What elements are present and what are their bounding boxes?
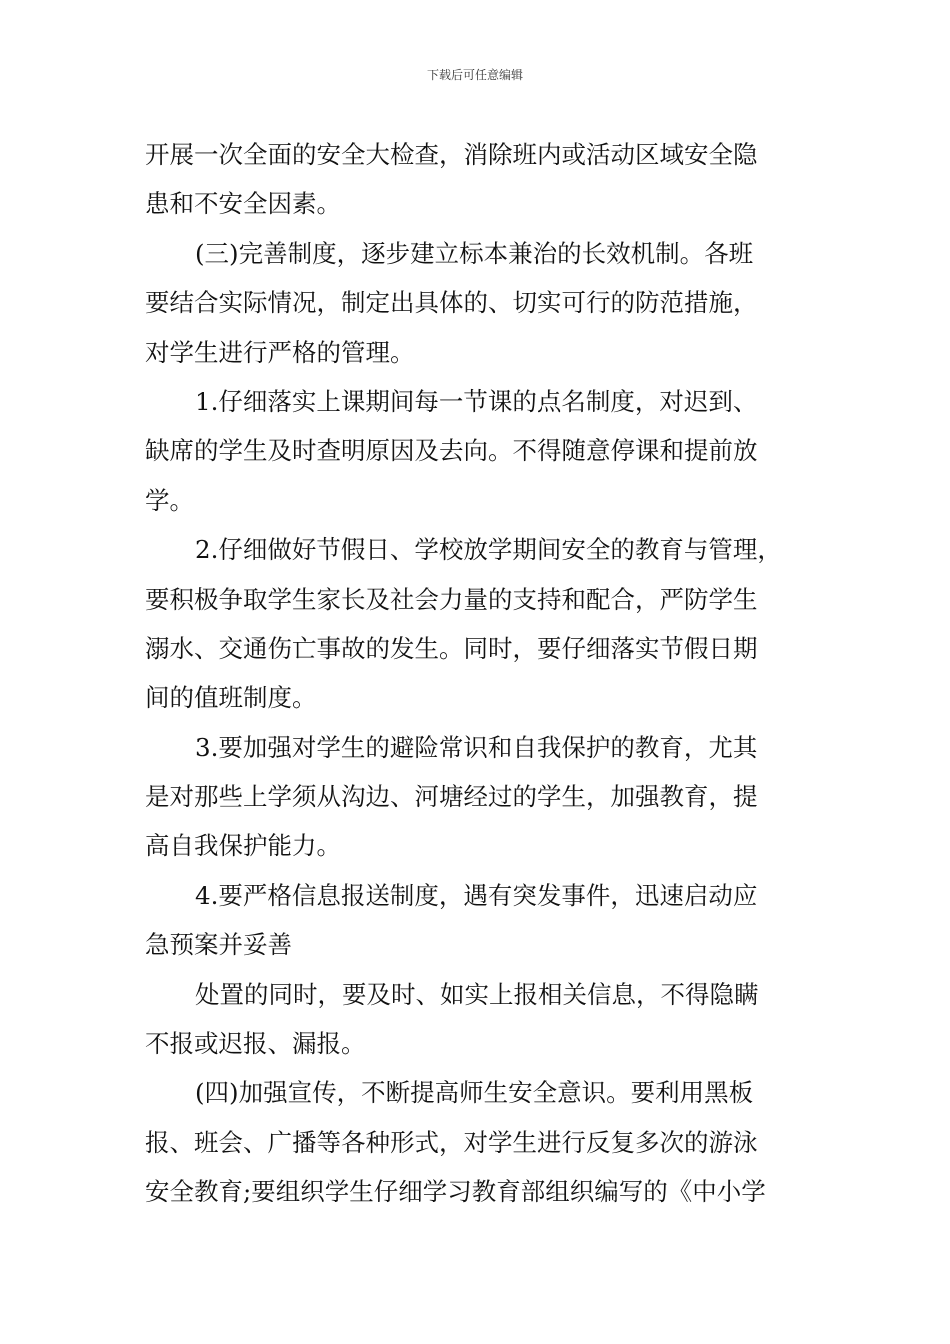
- text-line: 4.要严格信息报送制度，遇有突发事件，迅速启动应: [195, 880, 758, 910]
- document-body: [145, 130, 815, 1217]
- text-line: 要积极争取学生家长及社会力量的支持和配合，严防学生: [145, 584, 758, 614]
- text-line: 报、班会、广播等各种形式，对学生进行反复多次的游泳: [145, 1127, 758, 1157]
- text-line: (三)完善制度，逐步建立标本兼治的长效机制。各班: [195, 238, 754, 268]
- text-line: 不报或迟报、漏报。: [145, 1029, 366, 1059]
- text-line: 缺席的学生及时查明原因及去向。不得随意停课和提前放: [145, 436, 758, 466]
- text-line: 开展一次全面的安全大检查，消除班内或活动区域安全隐: [145, 140, 758, 169]
- text-line: 2.仔细做好节假日、学校放学期间安全的教育与管理，: [195, 535, 782, 565]
- text-line: 间的值班制度。: [145, 683, 317, 713]
- text-line: 安全教育;要组织学生仔细学习教育部组织编写的《中小学: [145, 1177, 766, 1207]
- text-line: 要结合实际情况，制定出具体的、切实可行的防范措施，: [145, 288, 758, 318]
- text-line: 对学生进行严格的管理。: [145, 337, 415, 367]
- text-line: 患和不安全因素。: [145, 189, 341, 219]
- text-line: 1.仔细落实上课期间每一节课的点名制度，对迟到、: [195, 386, 758, 416]
- text-line: 学。: [145, 485, 194, 515]
- page-header: 下载后可任意编辑: [426, 68, 523, 82]
- text-line: (四)加强宣传，不断提高师生安全意识。要利用黑板: [195, 1078, 754, 1108]
- text-line: 高自我保护能力。: [145, 831, 341, 861]
- text-line: 3.要加强对学生的避险常识和自我保护的教育，尤其: [195, 732, 758, 762]
- text-line: 处置的同时，要及时、如实上报相关信息，不得隐瞒: [195, 979, 759, 1009]
- text-line: 溺水、交通伤亡事故的发生。同时，要仔细落实节假日期: [145, 633, 758, 663]
- text-line: 急预案并妥善: [145, 930, 292, 960]
- text-line: 是对那些上学须从沟边、河塘经过的学生，加强教育，提: [145, 782, 758, 812]
